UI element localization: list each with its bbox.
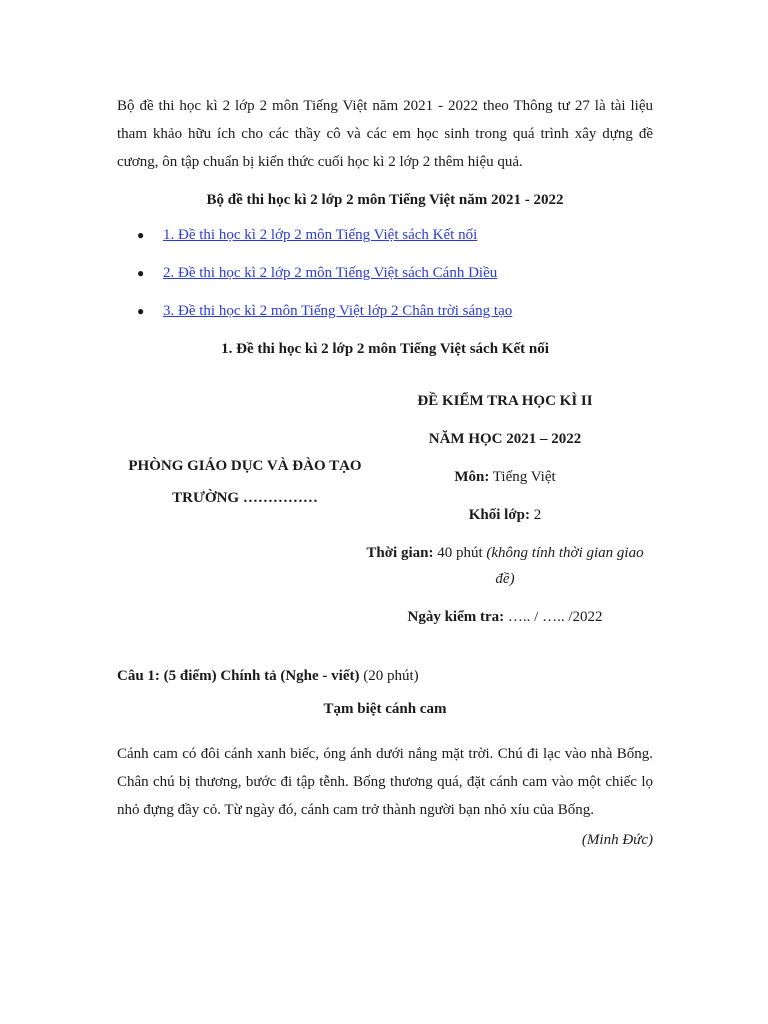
grade-value: 2 <box>533 507 542 523</box>
date-label: Ngày kiểm tra: <box>407 609 505 625</box>
bullet-icon: ● <box>137 266 145 280</box>
grade-label: Khối lớp: <box>468 507 530 523</box>
section-title: 1. Đề thi học kì 2 lớp 2 môn Tiếng Việt sách Kết nối <box>221 341 549 357</box>
subject-label: Môn: <box>454 469 490 485</box>
list-item <box>117 261 653 299</box>
link-exam-ket-noi[interactable]: 1. Đề thi học kì 2 lớp 2 môn Tiếng Việt sách Kết nối <box>163 227 478 243</box>
exam-header <box>117 382 653 650</box>
time-label: Thời gian: <box>366 545 434 561</box>
date-line <box>357 598 653 636</box>
department-name: PHÒNG GIÁO DỤC VÀ ĐÀO TẠO <box>128 458 362 474</box>
time-line <box>357 534 653 598</box>
link-exam-chan-troi[interactable]: 3. Đề thi học kì 2 môn Tiếng Việt lớp 2 Chân trời sáng tạo <box>163 303 513 319</box>
question-1-duration: (20 phút) <box>363 668 419 684</box>
bullet-icon: ● <box>137 228 145 242</box>
exam-title: ĐỀ KIỂM TRA HỌC KÌ II <box>417 393 593 409</box>
passage-title: Tạm biệt cánh cam <box>323 701 447 717</box>
passage-author: (Minh Đức) <box>581 832 653 848</box>
subject-line <box>357 458 653 496</box>
school-year: NĂM HỌC 2021 – 2022 <box>428 431 582 447</box>
exam-info <box>357 382 653 636</box>
link-exam-canh-dieu[interactable]: 2. Đề thi học kì 2 lớp 2 môn Tiếng Việt sách Cánh Diều <box>163 265 498 281</box>
question-1-label: Câu 1: (5 điểm) Chính tả (Nghe - viết) <box>117 668 360 684</box>
list-item <box>117 299 653 337</box>
time-note: (không tính thời gian giao đề) <box>486 545 644 587</box>
school-name: TRƯỜNG …………… <box>172 490 318 506</box>
list-item <box>117 223 653 261</box>
grade-line <box>357 496 653 534</box>
school-info <box>117 450 373 514</box>
question-1-heading <box>117 668 653 685</box>
collection-title: Bộ đề thi học kì 2 lớp 2 môn Tiếng Việt năm 2021 - 2022 <box>206 192 564 208</box>
date-value: ….. / ….. /2022 <box>507 609 603 625</box>
intro-paragraph: Bộ đề thi học kì 2 lớp 2 môn Tiếng Việt năm 2021 - 2022 theo Thông tư 27 là tài liệu tham khảo hữu ích cho các thầy cô và các em học sinh trong quá trình xây dựng đề cương, ôn tập chuẩn bị kiến thức cuối học kì 2 lớp 2 thêm hiệu quả. <box>117 98 653 170</box>
passage-text: Cánh cam có đôi cánh xanh biếc, óng ánh dưới nắng mặt trời. Chú đi lạc vào nhà Bống. Chân chú bị thương, bước đi tập tễnh. Bống thương quá, đặt cánh cam vào một chiếc lọ nhỏ đựng đầy cỏ. Từ ngày đó, cánh cam trở thành người bạn nhỏ xíu của Bống. <box>117 746 653 818</box>
exam-link-list <box>117 223 653 337</box>
time-value: 40 phút <box>437 545 483 561</box>
bullet-icon: ● <box>137 304 145 318</box>
document-page <box>117 92 653 849</box>
subject-value: Tiếng Việt <box>492 469 556 485</box>
